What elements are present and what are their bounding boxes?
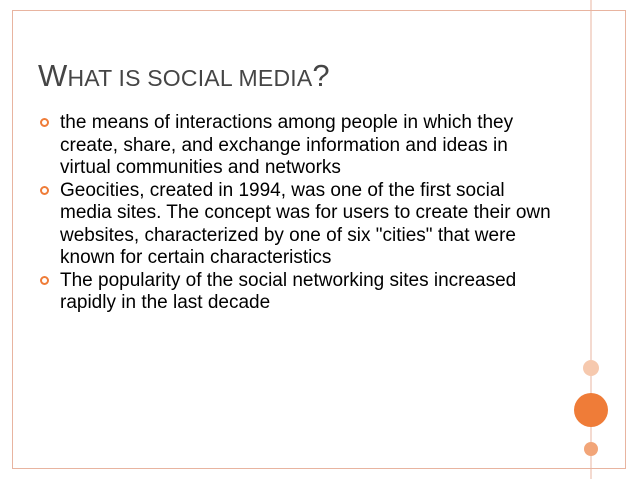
- ring-bullet-icon: [40, 186, 49, 195]
- decorative-dots: [571, 0, 611, 479]
- title-rest: HAT IS SOCIAL MEDIA: [67, 65, 313, 91]
- bullet-list: [40, 112, 560, 315]
- bullet-text-2: Geocities, created in 1994, was one of the first social media sites. The concept was for users to create their own websites, characterized by one of six "cities" that were known for certain characteristics: [60, 179, 551, 268]
- title-question-mark: ?: [312, 58, 330, 93]
- dot-bottom: [584, 442, 598, 456]
- title-initial: W: [38, 58, 68, 93]
- dot-top: [583, 360, 599, 376]
- slide-title: [38, 56, 330, 98]
- bullet-text-1: the means of interactions among people in which they create, share, and exchange information and ideas in virtual communities and networks: [60, 112, 514, 178]
- ring-bullet-icon: [40, 118, 49, 127]
- bullet-item-3: [40, 270, 560, 315]
- bullet-text-3: The popularity of the social networking sites increased rapidly in the last decade: [60, 269, 517, 313]
- ring-bullet-icon: [40, 276, 49, 285]
- dot-large: [574, 393, 608, 427]
- bullet-item-1: [40, 112, 560, 180]
- bullet-item-2: [40, 180, 560, 270]
